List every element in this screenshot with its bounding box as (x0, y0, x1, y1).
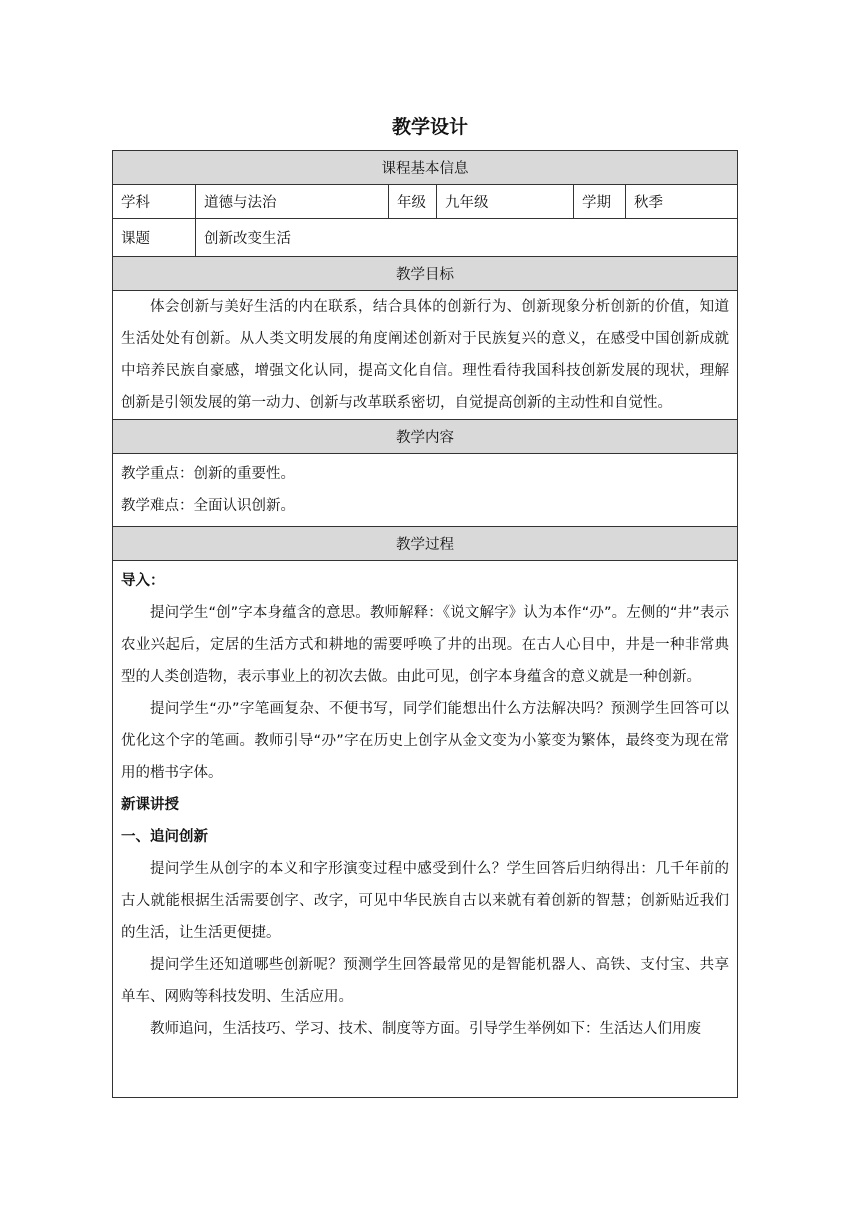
new-lesson-heading: 新课讲授 (121, 797, 179, 813)
part1-paragraph-2: 提问学生还知道哪些创新呢？预测学生回答最常见的是智能机器人、高铁、支付宝、共享单车、网购等科技发明、生活应用。 (121, 957, 730, 1005)
term-label: 学期 (574, 185, 626, 219)
part1-paragraph-1: 提问学生从创字的本义和字形演变过程中感受到什么？学生回答后归纳得出：几千年前的古人就能根据生活需要创字、改字，可见中华民族自古以来就有着创新的智慧；创新贴近我们的生活，让生活更便捷。 (121, 861, 730, 941)
part1-paragraph-3: 教师追问，生活技巧、学习、技术、制度等方面。引导学生举例如下：生活达人们用废 (150, 1021, 701, 1037)
term-value: 秋季 (626, 185, 738, 219)
goals-cell (113, 291, 738, 420)
key-point-text: 教学重点：创新的重要性。 (121, 466, 295, 482)
grade-value: 九年级 (437, 185, 574, 219)
lesson-plan-table (112, 150, 738, 1098)
intro-paragraph-2: 提问学生“刅”字笔画复杂、不便书写，同学们能想出什么方法解决吗？预测学生回答可以优化这个字的笔画。教师引导“刅”字在历史上创字从金文变为小篆变为繁体，最终变为现在常用的楷书字体。 (121, 701, 730, 781)
grade-label: 年级 (389, 185, 437, 219)
section-header-content: 教学内容 (113, 420, 738, 454)
intro-paragraph-1: 提问学生“创”字本身蕴含的意思。教师解释：《说文解字》认为本作“刅”。左侧的“井”表示农业兴起后，定居的生活方式和耕地的需要呼唤了井的出现。在古人心目中，井是一种非常典型的人类创造物，表示事业上的初次去做。由此可见，创字本身蕴含的意义就是一种创新。 (121, 605, 730, 685)
document-title: 教学设计 (391, 116, 468, 138)
topic-value: 创新改变生活 (196, 219, 738, 257)
difficult-point-text: 教学难点：全面认识创新。 (121, 498, 295, 514)
topic-label: 课题 (113, 219, 196, 257)
section-header-process: 教学过程 (113, 527, 738, 561)
process-cell (113, 561, 738, 1098)
intro-heading: 导入： (121, 573, 165, 589)
subject-value: 道德与法治 (196, 185, 389, 219)
content-cell (113, 454, 738, 527)
goals-text: 体会创新与美好生活的内在联系，结合具体的创新行为、创新现象分析创新的价值，知道生活处处有创新。从人类文明发展的角度阐述创新对于民族复兴的意义，在感受中国创新成就中培养民族自豪感，增强文化认同，提高文化自信。理性看待我国科技创新发展的现状，理解创新是引领发展的第一动力、创新与改革联系密切，自觉提高创新的主动性和自觉性。 (121, 299, 730, 411)
part1-heading: 一、追问创新 (121, 829, 208, 845)
subject-label: 学科 (113, 185, 196, 219)
section-header-goals: 教学目标 (113, 257, 738, 291)
section-header-basic-info: 课程基本信息 (113, 151, 738, 185)
